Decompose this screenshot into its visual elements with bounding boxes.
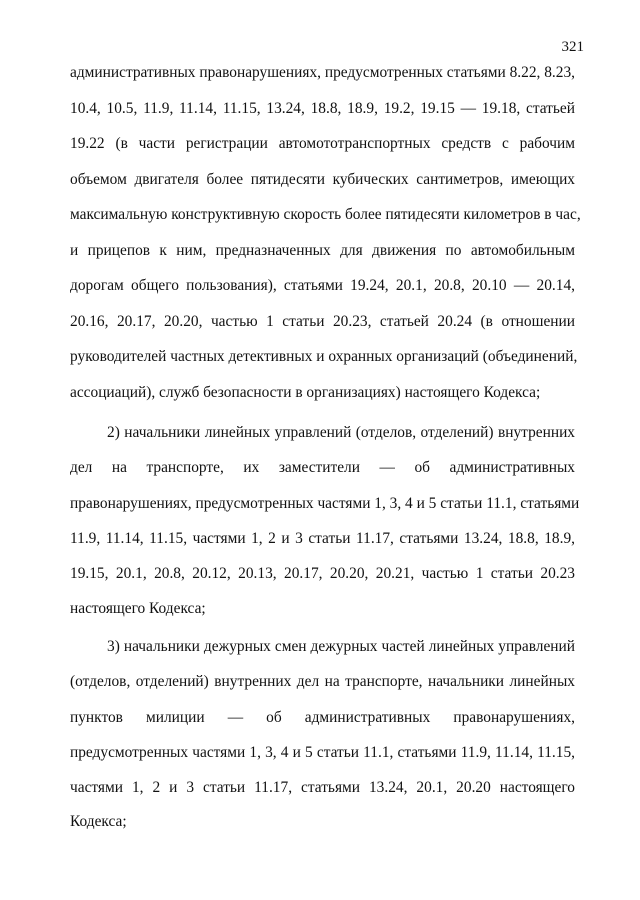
paragraph-start-line: 3) начальники дежурных смен дежурных частей линейных управлений: [107, 638, 575, 655]
text-line: настоящего Кодекса;: [70, 600, 206, 617]
text-line: 20.16, 20.17, 20.20, частью 1 статьи 20.23, статьей 20.24 (в отношении: [70, 313, 575, 330]
paragraph-start-line: 2) начальники линейных управлений (отделов, отделений) внутренних: [107, 424, 575, 441]
text-line: дел на транспорте, их заместители — об административных: [70, 459, 575, 476]
text-line: (отделов, отделений) внутренних дел на транспорте, начальники линейных: [70, 673, 575, 690]
text-line: частями 1, 2 и 3 статьи 11.17, статьями 13.24, 20.1, 20.20 настоящего: [70, 779, 575, 796]
text-line: максимальную конструктивную скорость более пятидесяти километров в час,: [70, 206, 581, 223]
text-line: 11.9, 11.14, 11.15, частями 1, 2 и 3 статьи 11.17, статьями 13.24, 18.8, 18.9,: [70, 530, 575, 547]
page-number: 321: [561, 39, 584, 55]
text-line: руководителей частных детективных и охранных организаций (объединений,: [70, 348, 578, 365]
text-line: ассоциаций), служб безопасности в организациях) настоящего Кодекса;: [70, 384, 541, 401]
text-line: Кодекса;: [70, 813, 127, 830]
text-line: правонарушениях, предусмотренных частями 1, 3, 4 и 5 статьи 11.1, статьями: [70, 495, 580, 512]
text-line: дорогам общего пользования), статьями 19.24, 20.1, 20.8, 20.10 — 20.14,: [70, 277, 575, 294]
text-line: 19.15, 20.1, 20.8, 20.12, 20.13, 20.17, 20.20, 20.21, частью 1 статьи 20.23: [70, 565, 575, 582]
text-line: пунктов милиции — об административных правонарушениях,: [70, 709, 575, 726]
text-line: 19.22 (в части регистрации автомототранспортных средств с рабочим: [70, 135, 575, 152]
text-line: и прицепов к ним, предназначенных для движения по автомобильным: [70, 242, 575, 259]
text-line: объемом двигателя более пятидесяти кубических сантиметров, имеющих: [70, 171, 575, 188]
text-line: предусмотренных частями 1, 3, 4 и 5 статьи 11.1, статьями 11.9, 11.14, 11.15,: [70, 744, 575, 761]
text-line: административных правонарушениях, предусмотренных статьями 8.22, 8.23,: [70, 64, 576, 81]
text-line: 10.4, 10.5, 11.9, 11.14, 11.15, 13.24, 18.8, 18.9, 19.2, 19.15 — 19.18, статьей: [70, 100, 575, 117]
